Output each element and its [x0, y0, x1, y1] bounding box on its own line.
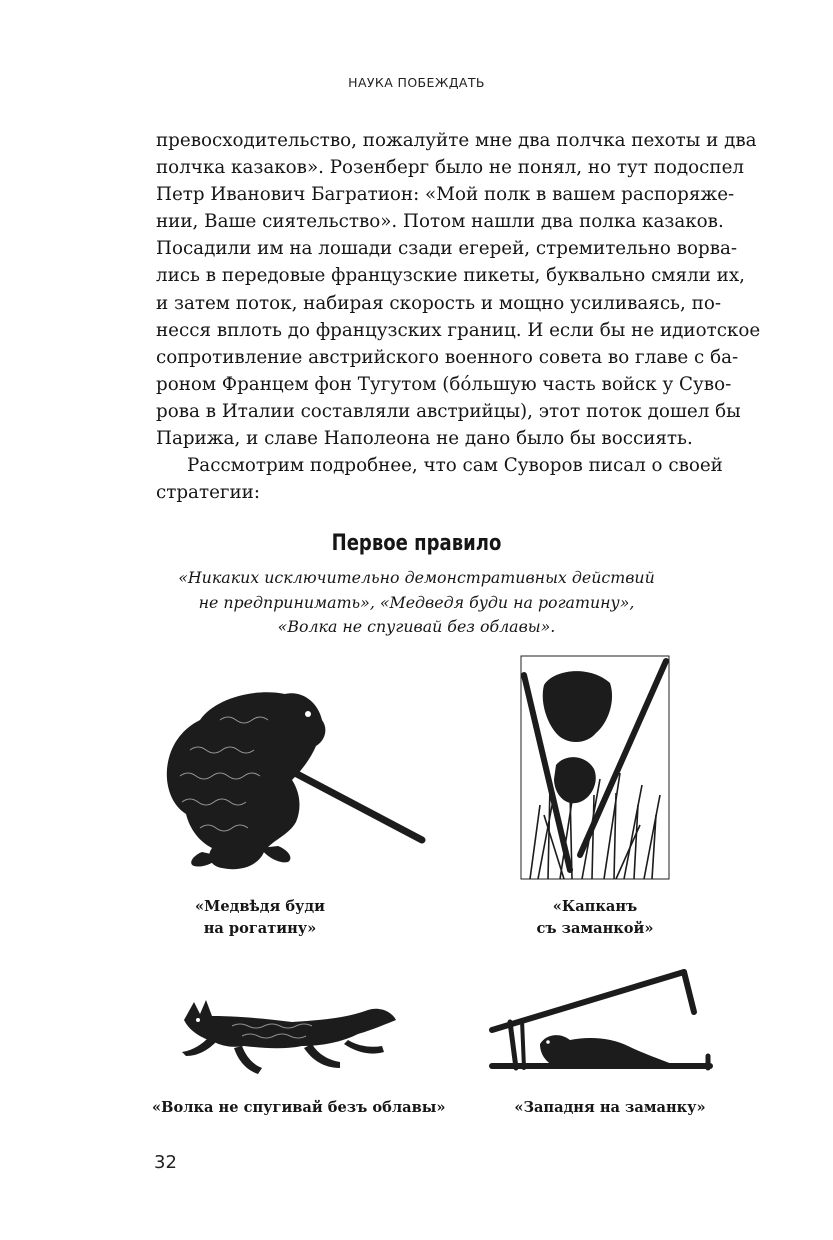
caption-line: «Капканъ: [552, 898, 638, 915]
snare-illustration: [488, 960, 713, 1075]
epigraph-line: «Волка не спугивай без облавы».: [277, 617, 556, 636]
text-line: сопротивление австрийского военного совета во главе с ба-: [156, 346, 739, 368]
body-text: [156, 127, 761, 506]
caption-line: «Медвѣдя буди: [195, 898, 325, 915]
epigraph: [0, 566, 833, 640]
running-head: НАУКА ПОБЕЖДАТЬ: [348, 75, 485, 90]
page-number: 32: [154, 1152, 177, 1173]
text-line: превосходительство, пожалуйте мне два полчка пехоты и два: [156, 130, 757, 151]
bear-caption: [160, 896, 360, 939]
text-line: лись в передовые французские пикеты, буквально смяли их,: [156, 265, 745, 287]
text-line: рова в Италии составляли австрийцы), этот поток дошел бы: [156, 400, 741, 422]
snare-caption: [500, 1097, 720, 1119]
section-title: Первое правило: [331, 531, 502, 556]
text-line: нии, Ваше сиятельство». Потом нашли два полка казаков.: [156, 211, 724, 233]
caption-line: «Западня на заманку»: [514, 1099, 706, 1116]
bear-with-spear-illustration: [160, 680, 430, 880]
caption-line: «Волка не спугивай безъ облавы»: [152, 1099, 446, 1116]
epigraph-line: «Никаких исключительно демонстративных действий: [178, 568, 655, 587]
text-line: и затем поток, набирая скорость и мощно усиливаясь, по-: [156, 292, 722, 314]
trap-caption: [510, 896, 680, 939]
text-line: Рассмотрим подробнее, что сам Суворов писал о своей: [187, 455, 723, 477]
text-line: полчка казаков». Розенберг было не понял, но тут подоспел: [156, 157, 744, 179]
text-line: роном Францем фон Тугутом (бóльшую часть войск у Суво-: [156, 373, 732, 395]
text-line: Посадили им на лошади сзади егерей, стремительно ворва-: [156, 238, 738, 260]
caption-line: съ заманкой»: [536, 919, 654, 937]
text-line: Парижа, и славе Наполеона не дано было бы воссиять.: [156, 428, 693, 450]
text-line: стратегии:: [156, 482, 260, 504]
wolf-illustration: [172, 990, 402, 1080]
epigraph-line: не предпринимать», «Медведя буди на рогатину»,: [198, 592, 635, 612]
trap-with-bait-illustration: [520, 655, 670, 880]
wolf-caption: [152, 1097, 446, 1119]
text-line: несся вплоть до французских границ. И если бы не идиотское: [156, 319, 761, 341]
caption-line: на рогатину»: [203, 919, 317, 937]
text-line: Петр Иванович Багратион: «Мой полк в вашем распоряже-: [156, 184, 735, 206]
